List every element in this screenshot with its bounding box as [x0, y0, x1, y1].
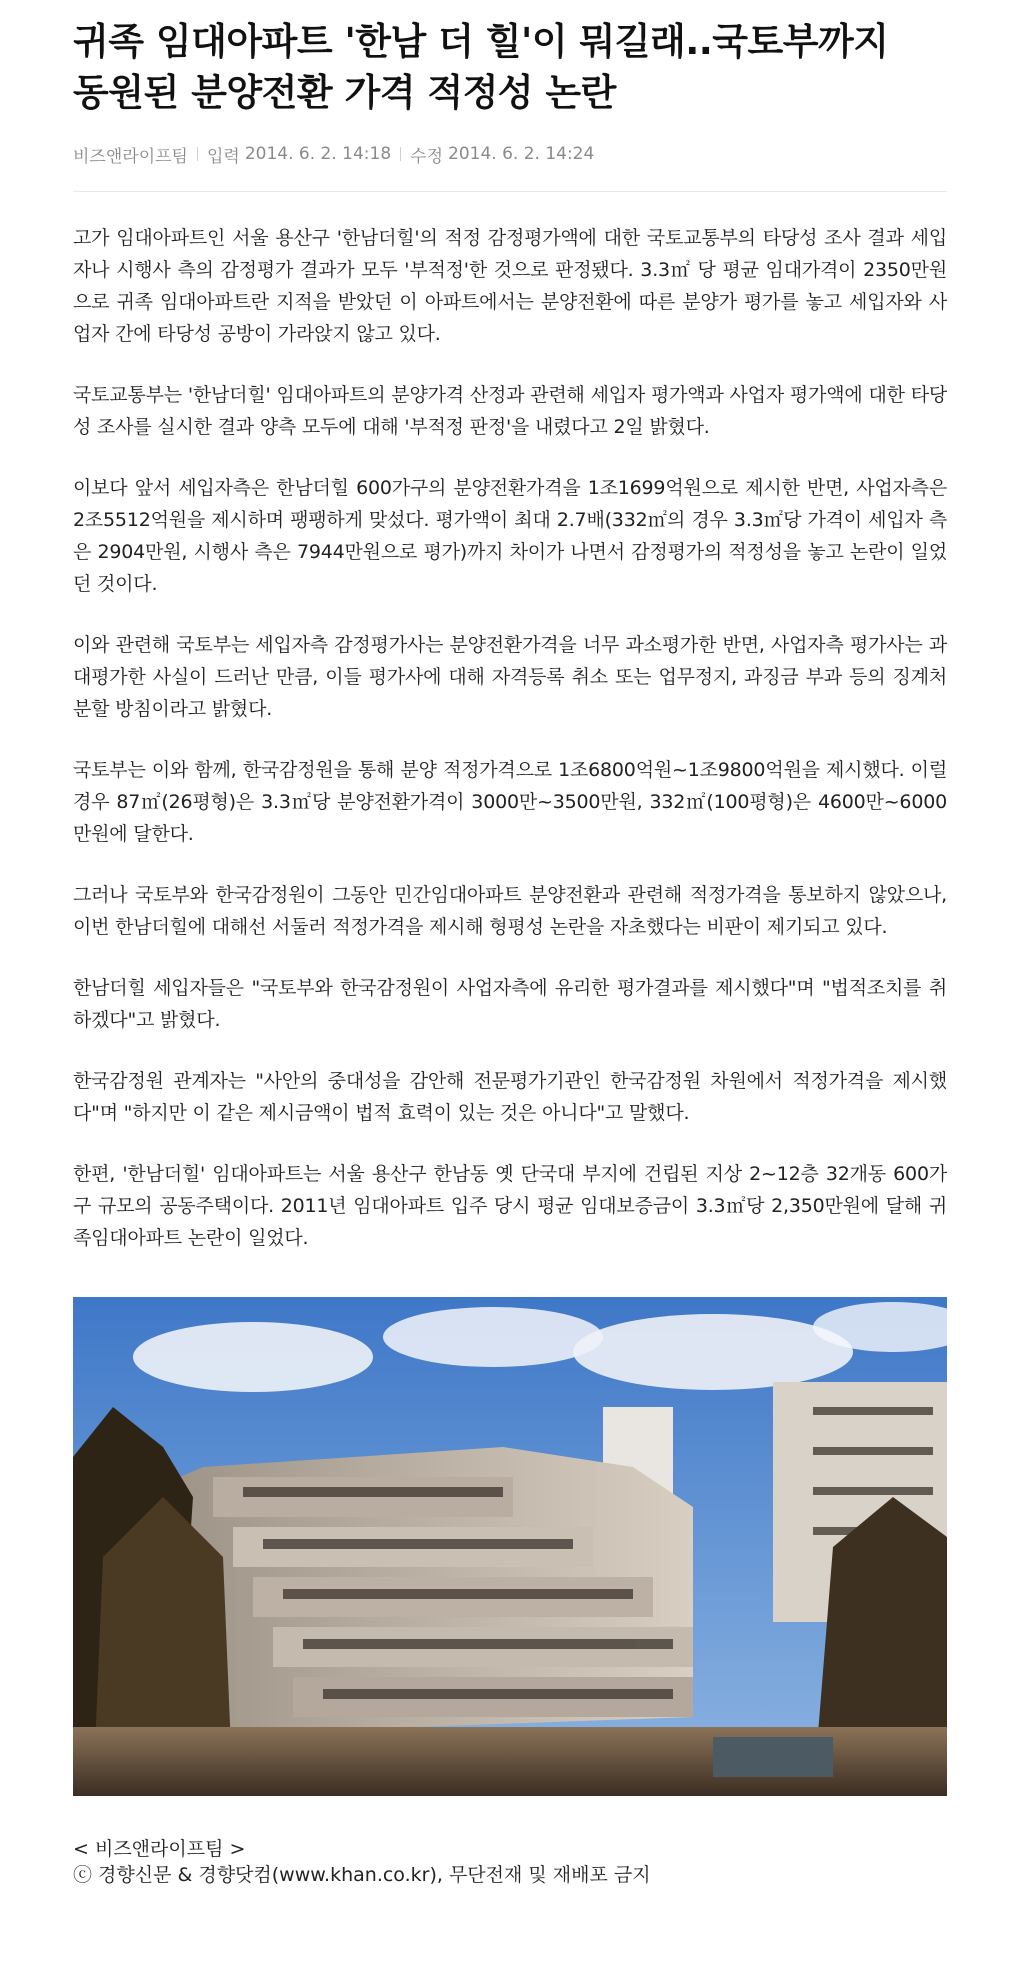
article-source: 비즈앤라이프팀 [73, 146, 188, 167]
article-paragraph: 한국감정원 관계자는 "사안의 중대성을 감안해 전문평가기관인 한국감정원 차원에서 적정가격을 제시했다"며 "하지만 이 같은 제시금액이 법적 효력이 있는 것은 아니다"고 말했다. [73, 1070, 947, 1124]
article-paragraph: 이보다 앞서 세입자측은 한남더힐 600가구의 분양전환가격을 1조1699억원으로 제시한 반면, 사업자측은 2조5512억원을 제시하며 팽팽하게 맞섰다. 평가액이 최대 2.7배(332㎡의 경우 3.3㎡당 가격이 세입자 측은 2904만원, 시행사 측은 7944만원으로 평가)까지 차이가 나면서 감정평가의 적정성을 놓고 논란이 일었던 것이다. [73, 477, 947, 595]
article-paragraph: 이와 관련해 국토부는 세입자측 감정평가사는 분양전환가격을 너무 과소평가한 반면, 사업자측 평가사는 과대평가한 사실이 드러난 만큼, 이들 평가사에 대해 자격등록 취소 또는 업무정지, 과징금 부과 등의 징계처분할 방침이라고 밝혔다. [73, 634, 947, 720]
input-label: 입력 [206, 146, 240, 167]
article-credit [73, 1836, 947, 1888]
article-photo [73, 1297, 947, 1796]
input-time: 2014. 6. 2. 14:18 [244, 144, 392, 164]
article-paragraph: 국토교통부는 '한남더힐' 임대아파트의 분양가격 산정과 관련해 세입자 평가액과 사업자 평가액에 대한 타당성 조사를 실시한 결과 양측 모두에 대해 '부적정 판정'을 내렸다고 2일 밝혔다. [73, 384, 947, 438]
meta-divider [197, 147, 198, 161]
header-divider [73, 191, 947, 192]
article-paragraph: 국토부는 이와 함께, 한국감정원을 통해 분양 적정가격으로 1조6800억원~1조9800억원을 제시했다. 이럴 경우 87㎡(26평형)은 3.3㎡당 분양전환가격이 3000만~3500만원, 332㎡(100평형)은 4600만~6000만원에 달한다. [73, 759, 947, 845]
modified-label: 수정 [410, 146, 443, 167]
meta-divider [400, 147, 401, 161]
modified-time: 2014. 6. 2. 14:24 [448, 144, 595, 164]
article-paragraph: 고가 임대아파트인 서울 용산구 '한남더힐'의 적정 감정평가액에 대한 국토교통부의 타당성 조사 결과 세입자나 시행사 측의 감정평가 결과가 모두 '부적정'한 것으로 판정됐다. 3.3㎡ 당 평균 임대가격이 2350만원으로 귀족 임대아파트란 지적을 받았던 이 아파트에서는 분양전환에 따른 분양가 평가를 놓고 세입자와 사업자 간에 타당성 공방이 가라앉지 않고 있다. [73, 227, 947, 345]
article-body [73, 222, 947, 1254]
article-paragraph: 한남더힐 세입자들은 "국토부와 한국감정원이 사업자측에 유리한 평가결과를 제시했다"며 "법적조치를 취하겠다"고 밝혔다. [73, 977, 947, 1031]
article-paragraph: 한편, '한남더힐' 임대아파트는 서울 용산구 한남동 옛 단국대 부지에 건립된 지상 2~12층 32개동 600가구 규모의 공동주택이다. 2011년 임대아파트 입주 당시 평균 임대보증금이 3.3㎡당 2,350만원에 달해 귀족임대아파트 논란이 일었다. [73, 1163, 947, 1249]
apartment-photo-illustration [73, 1297, 947, 1796]
article-paragraph: 그러나 국토부와 한국감정원이 그동안 민간임대아파트 분양전환과 관련해 적정가격을 통보하지 않았으나, 이번 한남더힐에 대해선 서둘러 적정가격을 제시해 형평성 논란을 자초했다는 비판이 제기되고 있다. [73, 884, 947, 938]
credit-team: < 비즈앤라이프팀 > [73, 1838, 246, 1860]
article-title: 귀족 임대아파트 '한남 더 힐'이 뭐길래..국토부까지 동원된 분양전환 가격 적정성 논란 [73, 20, 889, 114]
article [73, 0, 947, 1888]
copyright-notice: ⓒ 경향신문 & 경향닷컴(www.khan.co.kr), 무단전재 및 재배포 금지 [73, 1864, 651, 1886]
article-meta [73, 142, 947, 166]
